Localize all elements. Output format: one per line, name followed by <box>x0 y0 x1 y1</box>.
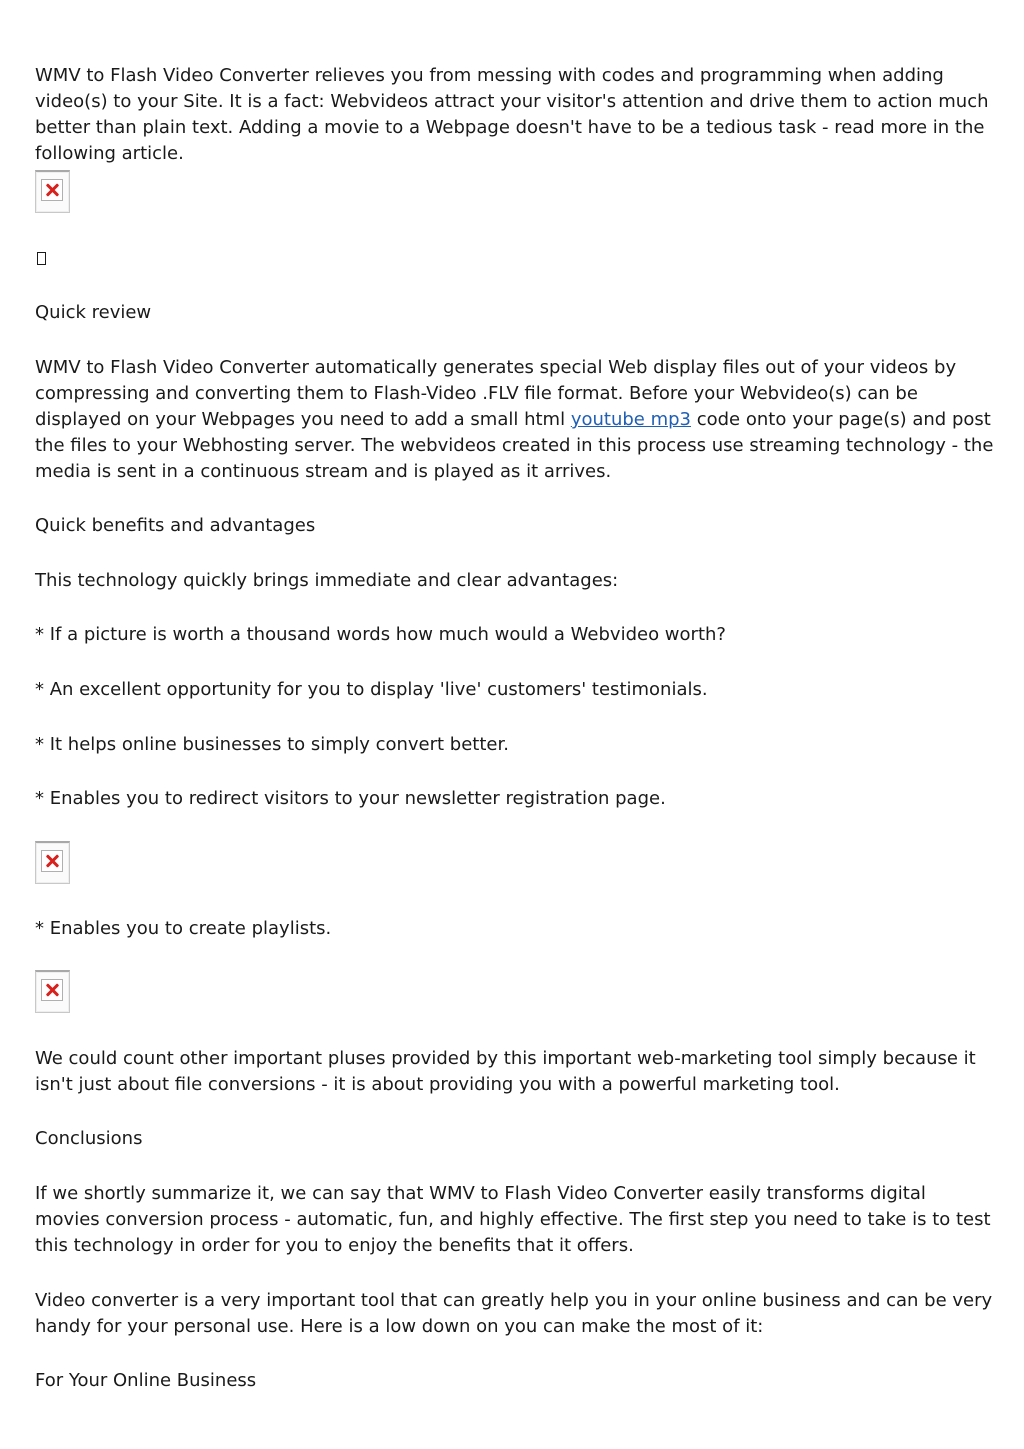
broken-image-icon <box>35 841 70 884</box>
heading-conclusions: Conclusions <box>35 1128 143 1149</box>
heading-benefits: Quick benefits and advantages <box>35 515 316 536</box>
bullet-item-4: * Enables you to redirect visitors to your newsletter registration page. <box>35 788 666 809</box>
bullet-item-3: * It helps online businesses to simply convert better. <box>35 734 509 755</box>
intro-paragraph: WMV to Flash Video Converter relieves you from messing with codes and programming when adding video(s) to your Site. It is a fact: Webvideos attract your visitor's attention and drive them to action much better than plain text. Adding a movie to a Webpage doesn't have to be a tedious task - read more in the following article. <box>35 65 989 164</box>
review-text-before-link: WMV to Flash Video Converter automatically generates special Web display files out of your videos by compressing and converting them to Flash-Video .FLV file format. Before your Webvideo(s) can be displayed on your Webpages you need to add a small html <box>35 357 957 430</box>
heading-quick-review: Quick review <box>35 302 152 323</box>
pluses-paragraph: We could count other important pluses provided by this important web-marketing tool simply because it isn't just about file conversions - it is about providing you with a powerful marketing tool. <box>35 1048 976 1095</box>
video-converter-paragraph: Video converter is a very important tool that can greatly help you in your online business and can be very handy for your personal use. Here is a low down on you can make the most of it: <box>35 1290 993 1337</box>
youtube-mp3-link[interactable]: youtube mp3 <box>570 409 691 430</box>
heading-online-business: For Your Online Business <box>35 1370 257 1391</box>
review-text-after-link: code onto your page(s) and post the files to your Webhosting server. The webvideos created in this process use streaming technology - the media is sent in a continuous stream and is played as it arrives. <box>35 409 994 482</box>
conclusions-paragraph: If we shortly summarize it, we can say that WMV to Flash Video Converter easily transforms digital movies conversion process - automatic, fun, and highly effective. The first step you need to take is to test this technology in order for you to enjoy the benefits that it offers. <box>35 1183 991 1256</box>
benefits-intro: This technology quickly brings immediate and clear advantages: <box>35 570 619 591</box>
bullet-item-1: * If a picture is worth a thousand words how much would a Webvideo worth? <box>35 624 726 645</box>
broken-image-icon <box>35 970 70 1013</box>
missing-glyph-icon <box>37 252 46 265</box>
bullet-item-2: * An excellent opportunity for you to display 'live' customers' testimonials. <box>35 679 708 700</box>
review-paragraph <box>35 355 995 485</box>
broken-image-icon <box>35 170 70 213</box>
bullet-item-5: * Enables you to create playlists. <box>35 918 332 939</box>
